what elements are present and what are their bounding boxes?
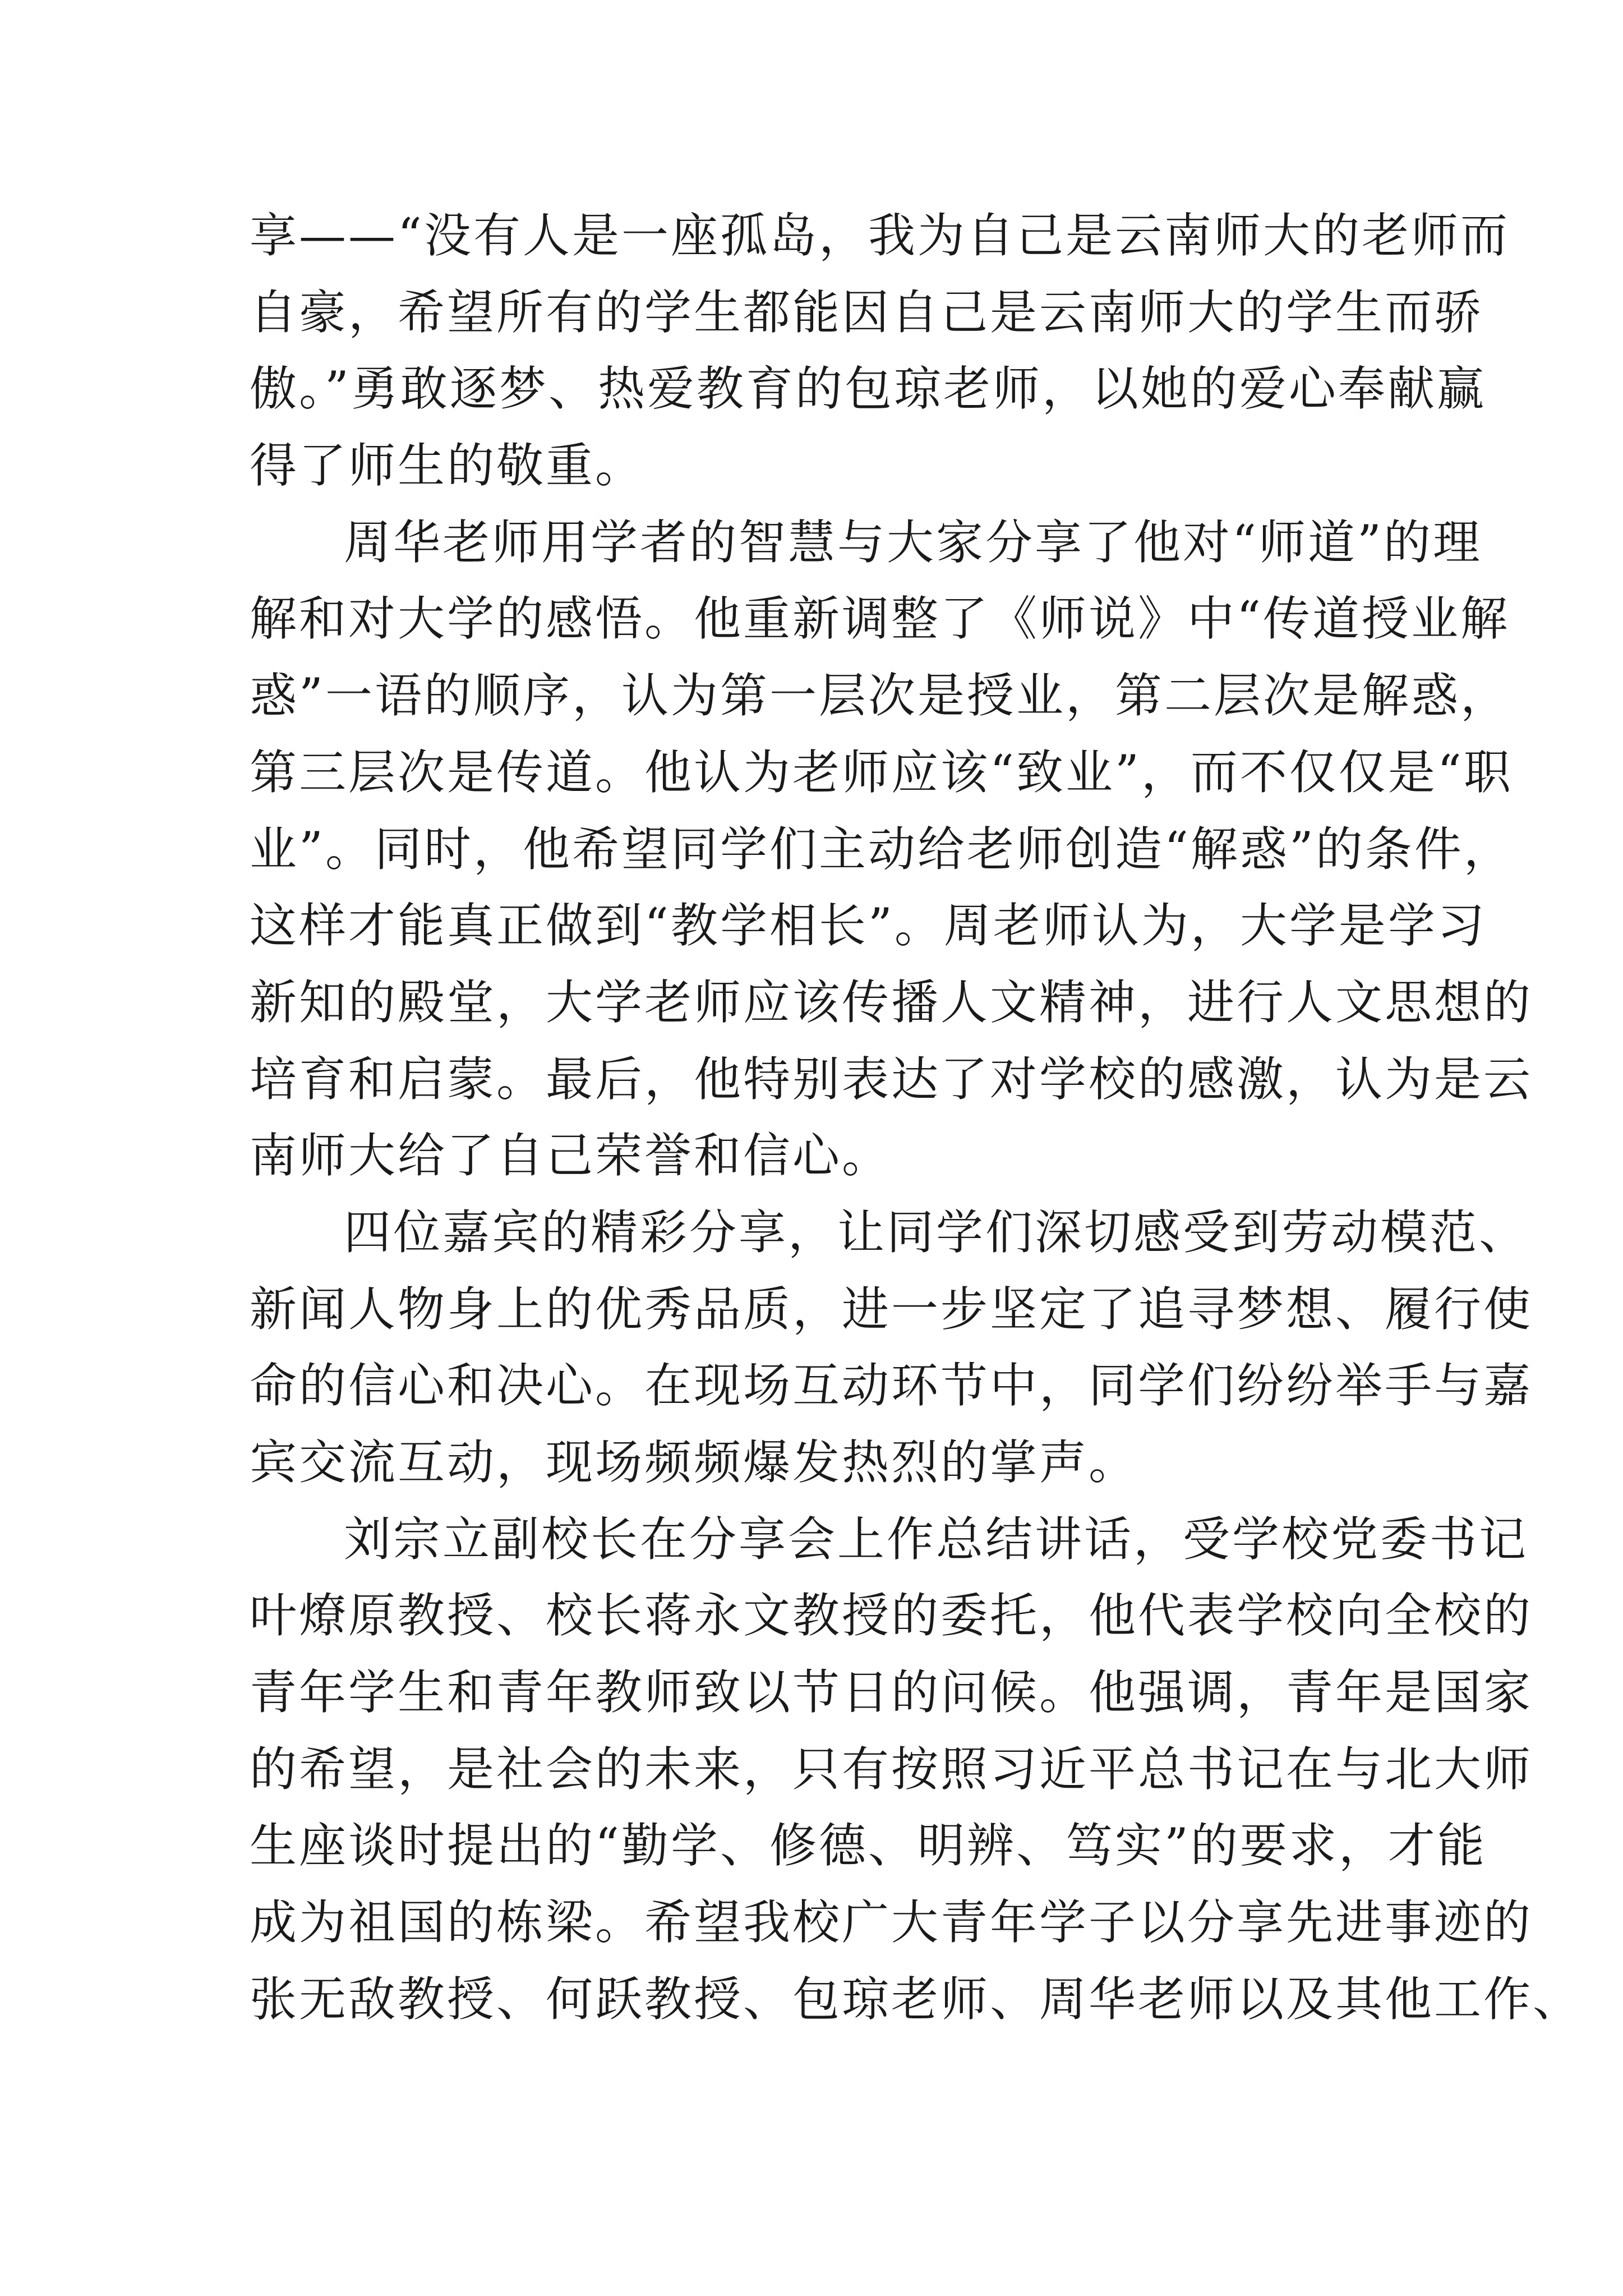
text-line: 宾交流互动，现场频频爆发热烈的掌声。	[250, 1435, 1138, 1490]
text-line: 新知的殿堂，大学老师应该传播人文精神，进行人文思想的	[250, 974, 1533, 1030]
text-line: 业”。同时，他希望同学们主动给老师创造“解惑”的条件，	[250, 821, 1513, 877]
text-line: 命的信心和决心。在现场互动环节中，同学们纷纷举手与嘉	[250, 1358, 1533, 1414]
text-line: 第三层次是传道。他认为老师应该“致业”，而不仅仅是“职	[250, 744, 1513, 800]
text-line: 生座谈时提出的“勤学、修德、明辨、笃实”的要求，才能	[250, 1818, 1487, 1874]
text-line: 自豪，希望所有的学生都能因自己是云南师大的学生而骄	[250, 284, 1484, 340]
paragraph	[250, 1194, 1533, 1501]
text-line: 刘宗立副校长在分享会上作总结讲话，受学校党委书记	[344, 1511, 1529, 1567]
text-line: 这样才能真正做到“教学相长”。周老师认为，大学是学习	[250, 898, 1487, 954]
text-line: 成为祖国的栋梁。希望我校广大青年学子以分享先进事迹的	[250, 1895, 1533, 1950]
text-line: 解和对大学的感悟。他重新调整了《师说》中“传道授业解	[250, 591, 1510, 647]
text-line: 四位嘉宾的精彩分享，让同学们深切感受到劳动模范、	[344, 1204, 1529, 1260]
body-text	[250, 197, 1583, 2038]
paragraph	[250, 504, 1533, 1194]
text-line: 享——“没有人是一座孤岛，我为自己是云南师大的老师而	[250, 208, 1510, 263]
text-line: 周华老师用学者的智慧与大家分享了他对“师道”的理	[344, 514, 1482, 570]
text-line: 南师大给了自己荣誉和信心。	[250, 1128, 892, 1184]
text-line: 新闻人物身上的优秀品质，进一步坚定了追寻梦想、履行使	[250, 1281, 1533, 1337]
paragraph	[250, 197, 1510, 504]
text-line: 张无敌教授、何跃教授、包琼老师、周华老师以及其他工作、	[250, 1971, 1583, 2027]
text-line: 的希望，是社会的未来，只有按照习近平总书记在与北大师	[250, 1741, 1533, 1797]
text-line: 叶燎原教授、校长蒋永文教授的委托，他代表学校向全校的	[250, 1588, 1533, 1644]
text-line: 惑”一语的顺序，认为第一层次是授业，第二层次是解惑，	[250, 668, 1510, 724]
text-line: 傲。”勇敢逐梦、热爱教育的包琼老师，以她的爱心奉献赢	[250, 361, 1486, 417]
text-line: 培育和启蒙。最后，他特别表达了对学校的感激，认为是云	[250, 1051, 1533, 1107]
text-line: 得了师生的敬重。	[250, 438, 645, 494]
text-line: 青年学生和青年教师致以节日的问候。他强调，青年是国家	[250, 1665, 1533, 1720]
paragraph	[250, 1501, 1583, 2038]
